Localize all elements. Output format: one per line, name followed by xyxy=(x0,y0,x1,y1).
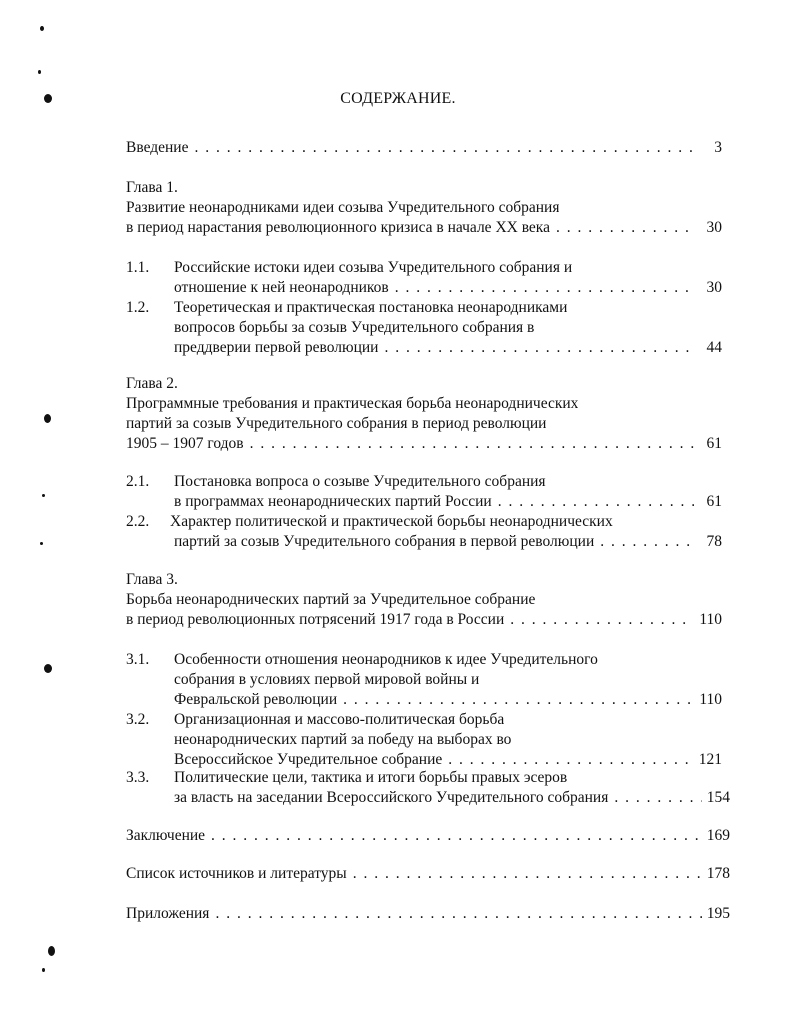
section-title-line: Теоретическая и практическая постановка неонародниками xyxy=(174,299,568,316)
toc-page-number: 30 xyxy=(706,279,722,296)
toc-entry-section-1-2[interactable] xyxy=(174,338,722,358)
section-title-line: Особенности отношения неонародников к идее Учредительного xyxy=(174,651,598,668)
toc-entry-section-3-1[interactable] xyxy=(174,690,722,710)
section-number: 1.2. xyxy=(126,299,150,316)
toc-entry-section-2-1[interactable] xyxy=(174,492,722,512)
toc-page-number: 110 xyxy=(699,611,722,628)
scan-speck xyxy=(44,414,51,423)
chapter-title-line: Развитие неонародниками идеи созыва Учредительного собрания xyxy=(126,199,560,216)
toc-entry-section-2-2[interactable] xyxy=(174,532,722,552)
toc-entry-conclusion[interactable] xyxy=(126,826,730,846)
toc-entry-chapter-2[interactable] xyxy=(126,434,722,454)
leader-dots xyxy=(504,610,694,630)
chapter-heading: Глава 3. xyxy=(126,571,178,588)
leader-dots xyxy=(389,278,694,298)
chapter-title-line: Борьба неонароднических партий за Учредительное собрание xyxy=(126,591,536,608)
toc-entry-sources[interactable] xyxy=(126,864,730,884)
toc-entry-section-1-1[interactable] xyxy=(174,278,722,298)
section-title-line: Всероссийское Учредительное собрание xyxy=(174,751,443,768)
leader-dots xyxy=(347,864,702,884)
section-title-line: в программах неонароднических партий России xyxy=(174,493,492,510)
chapter-title-line: партий за созыв Учредительного собрания в период революции xyxy=(126,415,547,432)
section-title-line: неонароднических партий за победу на выборах во xyxy=(174,731,512,748)
scan-speck xyxy=(40,542,43,545)
section-title-line: собрания в условиях первой мировой войны и xyxy=(174,671,480,688)
leader-dots xyxy=(608,788,702,808)
section-title-line: за власть на заседании Всероссийского Учредительного собрания xyxy=(174,789,609,806)
chapter-heading: Глава 2. xyxy=(126,375,178,392)
toc-page-number: 61 xyxy=(706,493,722,510)
toc-entry-section-3-3[interactable] xyxy=(174,788,730,808)
section-title-line: Февральской революции xyxy=(174,691,338,708)
toc-page-number: 3 xyxy=(714,139,722,156)
toc-entry-chapter-1[interactable] xyxy=(126,218,722,238)
leader-dots xyxy=(550,218,694,238)
toc-page-number: 110 xyxy=(699,691,722,708)
section-number: 3.3. xyxy=(126,769,150,786)
section-title-line: Характер политической и практической борьбы неонароднических xyxy=(170,513,613,530)
toc-page-number: 121 xyxy=(698,751,722,768)
leader-dots xyxy=(594,532,694,552)
toc-page-number: 78 xyxy=(706,533,722,550)
chapter-title-line: в период нарастания революционного кризиса в начале XX века xyxy=(126,219,550,236)
chapter-heading: Глава 1. xyxy=(126,179,178,196)
section-title-line: вопросов борьбы за созыв Учредительного собрания в xyxy=(174,319,535,336)
page-title: СОДЕРЖАНИЕ. xyxy=(340,90,456,107)
section-title-line: Российские истоки идеи созыва Учредительного собрания и xyxy=(174,259,573,276)
scan-speck xyxy=(38,70,41,74)
section-number: 2.2. xyxy=(126,513,150,530)
scan-speck xyxy=(40,26,44,31)
toc-page-number: 178 xyxy=(706,865,730,882)
section-number: 3.2. xyxy=(126,711,150,728)
toc-page-number: 61 xyxy=(706,435,722,452)
section-title-line: Постановка вопроса о созыве Учредительного собрания xyxy=(174,473,546,490)
leader-dots xyxy=(205,826,702,846)
section-title-line: преддверии первой революции xyxy=(174,339,379,356)
section-title-line: партий за созыв Учредительного собрания в первой революции xyxy=(174,533,595,550)
leader-dots xyxy=(188,138,694,158)
scan-speck xyxy=(42,494,45,497)
scan-speck xyxy=(48,946,55,956)
toc-entry-chapter-3[interactable] xyxy=(126,610,722,630)
toc-page-number: 154 xyxy=(706,789,730,806)
toc-page-number: 30 xyxy=(706,219,722,236)
leader-dots xyxy=(244,434,694,454)
section-number: 1.1. xyxy=(126,259,150,276)
section-title-line: отношение к ней неонародников xyxy=(174,279,389,296)
toc-entry-intro[interactable] xyxy=(126,138,722,158)
chapter-title-line: в период революционных потрясений 1917 года в России xyxy=(126,611,505,628)
toc-entry-label: Приложения xyxy=(126,905,210,922)
toc-entry-label: Список источников и литературы xyxy=(126,865,347,882)
toc-entry-label: Заключение xyxy=(126,827,206,844)
leader-dots xyxy=(492,492,694,512)
leader-dots xyxy=(378,338,694,358)
toc-entry-label: Введение xyxy=(126,139,189,156)
leader-dots xyxy=(442,750,694,770)
toc-page-number: 195 xyxy=(706,905,730,922)
chapter-title-line: Программные требования и практическая борьба неонароднических xyxy=(126,395,579,412)
section-number: 2.1. xyxy=(126,473,150,490)
toc-entry-appendix[interactable] xyxy=(126,904,730,924)
toc-page-number: 169 xyxy=(706,827,730,844)
leader-dots xyxy=(209,904,702,924)
section-title-line: Политические цели, тактика и итоги борьбы правых эсеров xyxy=(174,769,568,786)
scan-speck xyxy=(44,664,52,673)
section-title-line: Организационная и массово-политическая борьба xyxy=(174,711,505,728)
toc-page-number: 44 xyxy=(706,339,722,356)
scan-speck xyxy=(42,968,45,972)
toc-entry-section-3-2[interactable] xyxy=(174,750,722,770)
leader-dots xyxy=(337,690,694,710)
section-number: 3.1. xyxy=(126,651,150,668)
chapter-title-line: 1905 – 1907 годов xyxy=(126,435,244,452)
